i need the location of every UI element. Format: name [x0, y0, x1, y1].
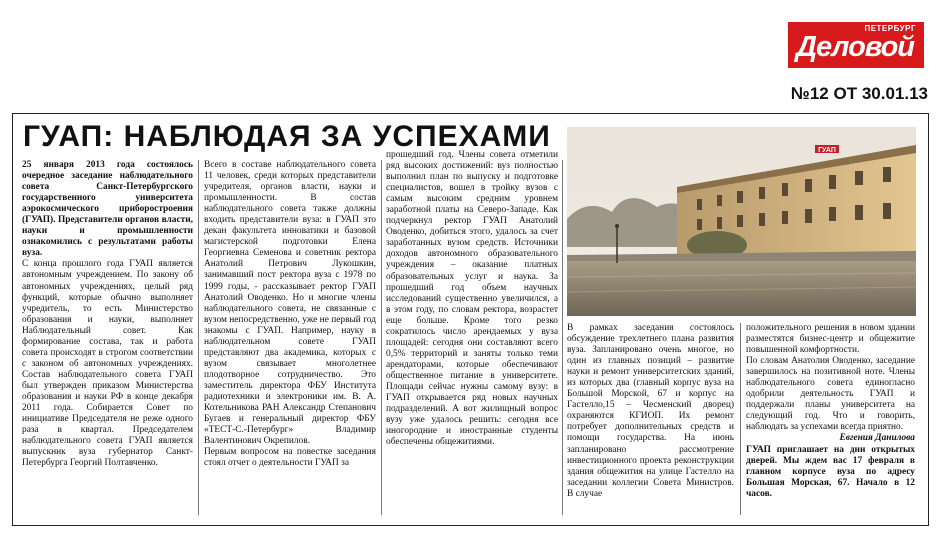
university-building-photo — [567, 127, 916, 316]
logo-city-label: ПЕТЕРБУРГ — [864, 24, 916, 33]
article-paragraph: Всего в составе наблюдательного совета 11 человек, среди которых представители учредителя, органов власти, науки и промышленности. В состав наблюдательного совета также должны входить представители вуза: в ГУАП это декан факультета инноватики и базовой магистерской подготовки Елена Георгиевна Семенова и советник ректора Анатолий Петрович Лукошкин, занимавший пост ректора вуза с 1978 по 1999 годы, - рассказывает ректор ГУАП Анатолий Оводенко. Но и многие члены наблюдательного совета, не связанные с вузом непосредственно, уже не первый год знакомы с ГУАП. Например, науку в наблюдательном совете ГУАП представляют два академика, которых с вузом связывает многолетнее плодотворное сотрудничество. Это заместитель директора ФБУ Института радиотехники и электроники им. В. А. Котельникова РАН Александр Степанович Бугаев и генеральный директор ФБУ «ТЕСТ-С.-Петербург» Владимир Валентинович Окрепилов. — [204, 160, 376, 447]
column-divider — [381, 160, 382, 515]
article-headline: ГУАП: НАБЛЮДАЯ ЗА УСПЕХАМИ — [23, 120, 551, 153]
newspaper-logo — [788, 22, 924, 68]
article-author: Евгения Данилова — [839, 433, 915, 444]
roof-sign-text: ГУАП — [818, 147, 836, 154]
article-paragraph: По словам Анатолия Оводенко, заседание завершилось на позитивной ноте. Члены наблюдательного совета единогласно одобрили деятельность ГУАП и поддержали планы университета на следующий год. Что и говорить, наблюдать за успехами всегда приятно. — [746, 356, 915, 433]
open-day-invitation: ГУАП приглашает на дни открытых дверей. Мы ждем вас 17 февраля в главном корпусе вуза по адресу Большая Морская, 67. Начало в 12 часов. — [746, 444, 915, 499]
column-divider — [198, 160, 199, 515]
logo-title: Деловой — [796, 31, 915, 63]
article-lead: 25 января 2013 года состоялось очередное заседание наблюдательного совета Санкт-Петербургского государственного университета аэрокосмического приборостроения (ГУАП). Представители органов власти, науки и промышленности ознакомились с результатами работы вуза. — [22, 160, 193, 259]
article-column-1 — [22, 160, 193, 524]
column-divider — [740, 323, 741, 515]
column-divider — [562, 160, 563, 515]
article-paragraph: прошедший год. Члены совета отметили ряд высоких достижений: вуз полностью выполнил план по выпуску и подготовке специалистов, вошел в тройку вузов с самым высоким средним уровнем заработной платы на Северо-Западе. Как подчеркнул ректор ГУАП Анатолий Оводенко, добиться этого, удалось за счет заработанных вузом средств. Источники доходов автономного образовательного учреждения – оказание платных образовательных услуг и наука. За прошедший год объем научных исследований существенно увеличился, а в этом году, по словам ректора, возрастет еще больше. Кроме того резко сократилось число арендаемых у вуза площадей: сегодня они составляют всего 0,5% территорий и заняты только теми арендаторами, которые обеспечивают общественное питание в университете. Площади сейчас нужны самому вузу: в ГУАП открывается ряд новых научных подразделений. А вот жилищный вопрос вузу уже удалось решить: сегодня все иногородние и иностранные студенты обеспечены общежитиями. — [386, 150, 558, 448]
article-paragraph: Первым вопросом на повестке заседания стоял отчет о деятельности ГУАП за — [204, 447, 376, 469]
article-paragraph: С конца прошлого года ГУАП является автономным учреждением. По закону об автономных учреждениях, целый ряд функций, которые обычно выполняет учредитель, то есть Министерство образования и науки, выполняет Наблюдательный совет. Как формирование состава, так и работа совета происходят в строгом соответствии с законом об автономных учреждениях. Состав наблюдательного совета ГУАП был утвержден приказом Министерства образования и науки РФ в конце декабря 2011 года. Собирается Совет по инициативе Председателя не реже одного раза в квартал. Председателем наблюдательного совета ГУАП является выпускник вуза губернатор Санкт-Петербурга Георгий Полтавченко. — [22, 259, 193, 469]
article-column-2 — [204, 160, 376, 524]
article-paragraph: положительного решения в новом здании разместятся бизнес-центр и общежитие повышенной комфортности. — [746, 323, 915, 356]
article-column-3 — [386, 150, 558, 524]
article-paragraph: В рамках заседания состоялось обсуждение трехлетнего плана развития вуза. Запланировано очень многое, но один из главных позиций – развитие науки и ремонт университетских зданий, из которых два (главный корпус вуза на Большой Морской, 67 и корпус на Гастелло,15 – Чесменский дворец) охраняются КГИОП. Их ремонт потребует дополнительных средств и помощи государства. На июнь запланировано рассмотрение инвестиционного проекта реконструкции здания общежития на улице Гастелло на заседании коллегии Совета Министров. В случае — [567, 323, 734, 499]
issue-number: №12 ОТ 30.01.13 — [790, 84, 928, 103]
article-column-4 — [567, 323, 734, 524]
article-column-5 — [746, 323, 915, 524]
